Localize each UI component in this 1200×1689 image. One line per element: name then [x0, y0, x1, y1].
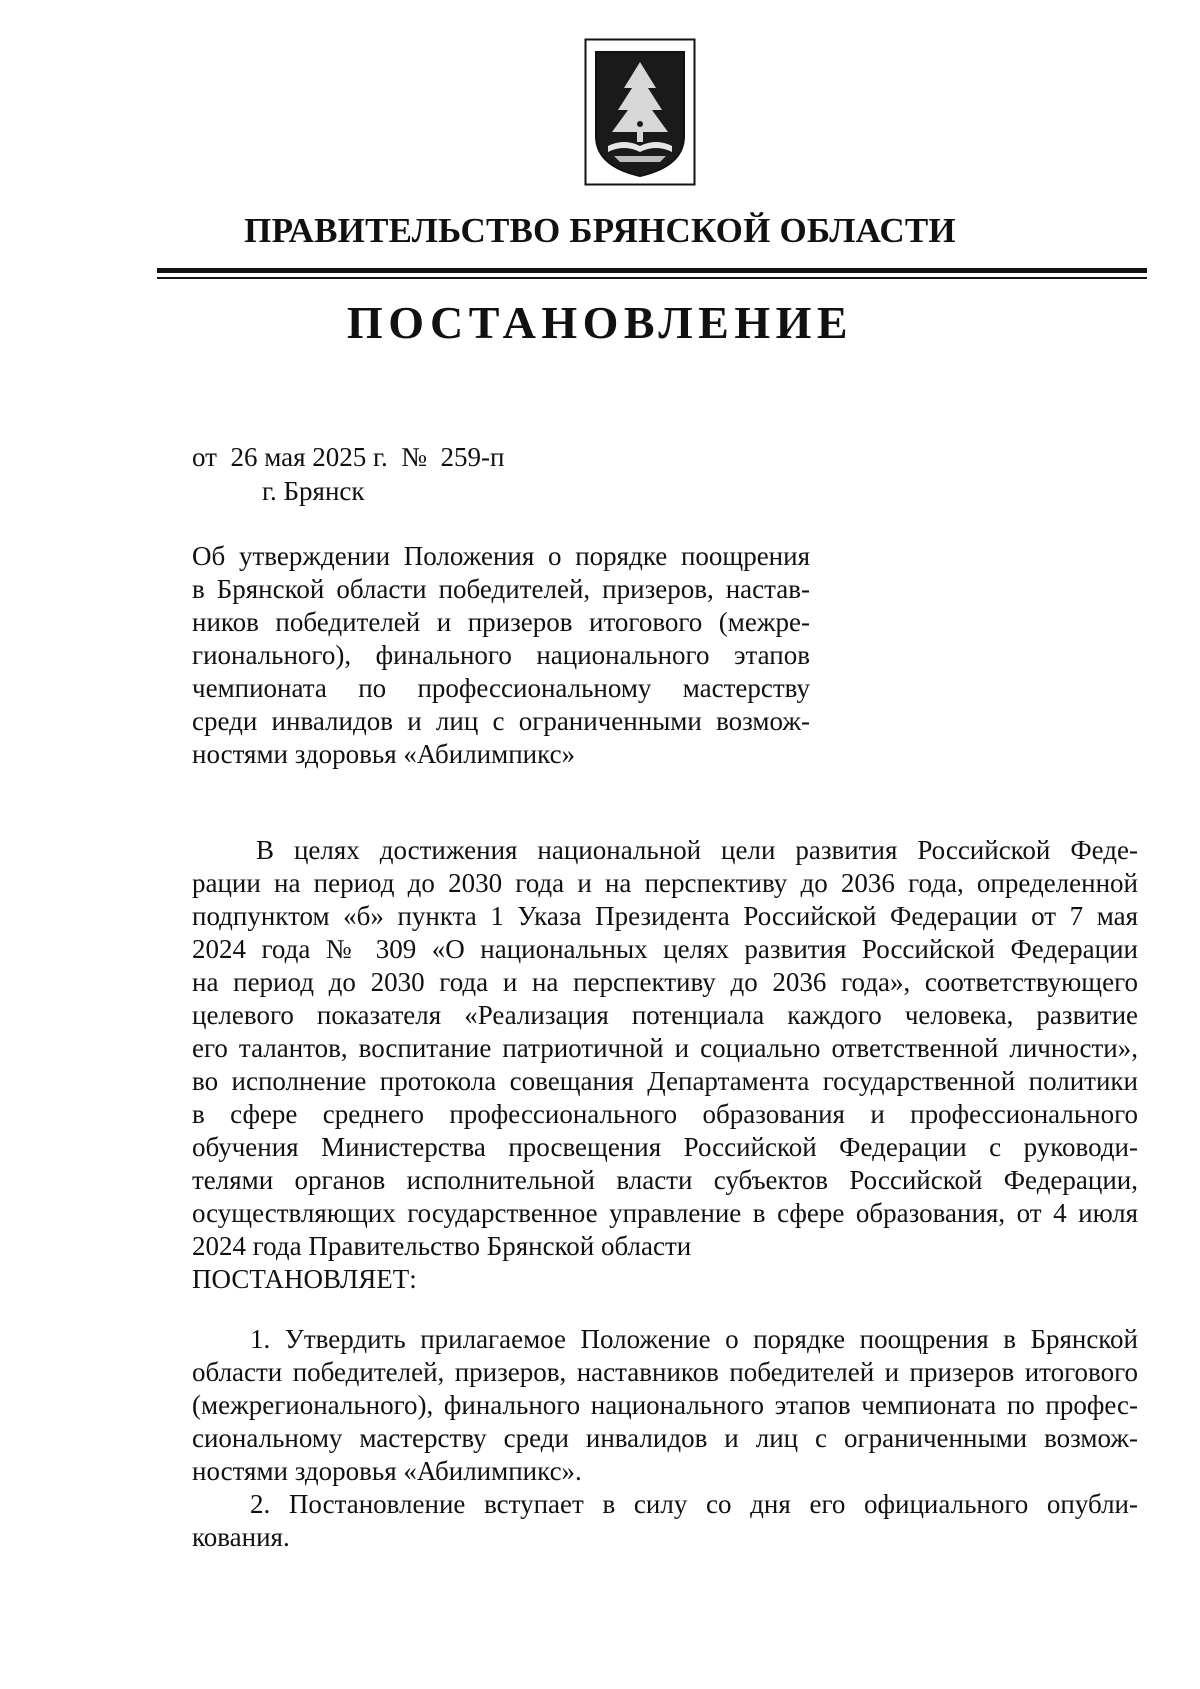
subject-line: в Брянской области победителей, призеров, настав- — [192, 574, 810, 604]
preamble-line: целевого показателя «Реализация потенциала каждого человека, развитие — [192, 1000, 1138, 1030]
preamble-line: во исполнение протокола совещания Департамента государственной политики — [192, 1066, 1138, 1096]
decree-items — [192, 1323, 1138, 1554]
document-city: г. Брянск — [262, 476, 365, 506]
subject-line: ников победителей и призеров итогового (межре- — [192, 607, 810, 637]
item-line: 2. Постановление вступает в силу со дня его официального опубли- — [250, 1489, 1138, 1519]
subject-line: среди инвалидов и лиц с ограниченными возмож- — [192, 706, 810, 736]
document-subject — [192, 540, 810, 771]
subject-line: гионального), финального национального этапов — [192, 640, 810, 670]
item-line: области победителей, призеров, наставников победителей и призеров итогового — [192, 1357, 1138, 1387]
preamble-line: на период до 2030 года и на перспективу до 2036 года», соответствующего — [192, 967, 1138, 997]
preamble-line: В целях достижения национальной цели развития Российской Феде- — [256, 835, 1138, 865]
preamble-line: 2024 года № 309 «О национальных целях развития Российской Федерации — [192, 934, 1138, 964]
item-line: кования. — [192, 1522, 290, 1552]
organization-title: ПРАВИТЕЛЬСТВО БРЯНСКОЙ ОБЛАСТИ — [244, 211, 956, 250]
preamble-line: в сфере среднего профессионального образования и профессионального — [192, 1099, 1138, 1129]
item-line: ностями здоровья «Абилимпикс». — [192, 1456, 582, 1486]
coat-of-arms-icon — [584, 38, 696, 186]
document-type-title: ПОСТАНОВЛЕНИЕ — [346, 297, 854, 348]
item-line: (межрегионального), финального национального этапов чемпионата по профес- — [192, 1390, 1138, 1420]
preamble-line: подпунктом «б» пункта 1 Указа Президента Российской Федерации от 7 мая — [192, 901, 1138, 931]
decree-item-1 — [192, 1323, 1138, 1488]
preamble-line: обучения Министерства просвещения Российской Федерации с руководи- — [192, 1132, 1138, 1162]
item-line: 1. Утвердить прилагаемое Положение о порядке поощрения в Брянской — [250, 1324, 1138, 1354]
decree-item-2 — [192, 1488, 1138, 1554]
header-rule-thick — [157, 268, 1147, 273]
document-date-number: от 26 мая 2025 г. № 259-п — [192, 442, 505, 472]
header-rule-thin — [157, 277, 1147, 279]
preamble-line: 2024 года Правительство Брянской области — [192, 1231, 692, 1261]
subject-line: чемпионата по профессиональному мастерству — [192, 673, 810, 703]
subject-line: ностями здоровья «Абилимпикс» — [192, 739, 576, 769]
subject-line: Об утверждении Положения о порядке поощрения — [192, 541, 810, 571]
preamble-paragraph — [192, 834, 1138, 1296]
preamble-line: его талантов, воспитание патриотичной и социально ответственной личности», — [192, 1033, 1138, 1063]
preamble-line: рации на период до 2030 года и на перспективу до 2036 года, определенной — [192, 868, 1138, 898]
decree-word: ПОСТАНОВЛЯЕТ: — [192, 1264, 417, 1294]
preamble-line: осуществляющих государственное управление в сфере образования, от 4 июля — [192, 1198, 1138, 1228]
item-line: сиональному мастерству среди инвалидов и лиц с ограниченными возмож- — [192, 1423, 1138, 1453]
preamble-line: телями органов исполнительной власти субъектов Российской Федерации, — [192, 1165, 1138, 1195]
